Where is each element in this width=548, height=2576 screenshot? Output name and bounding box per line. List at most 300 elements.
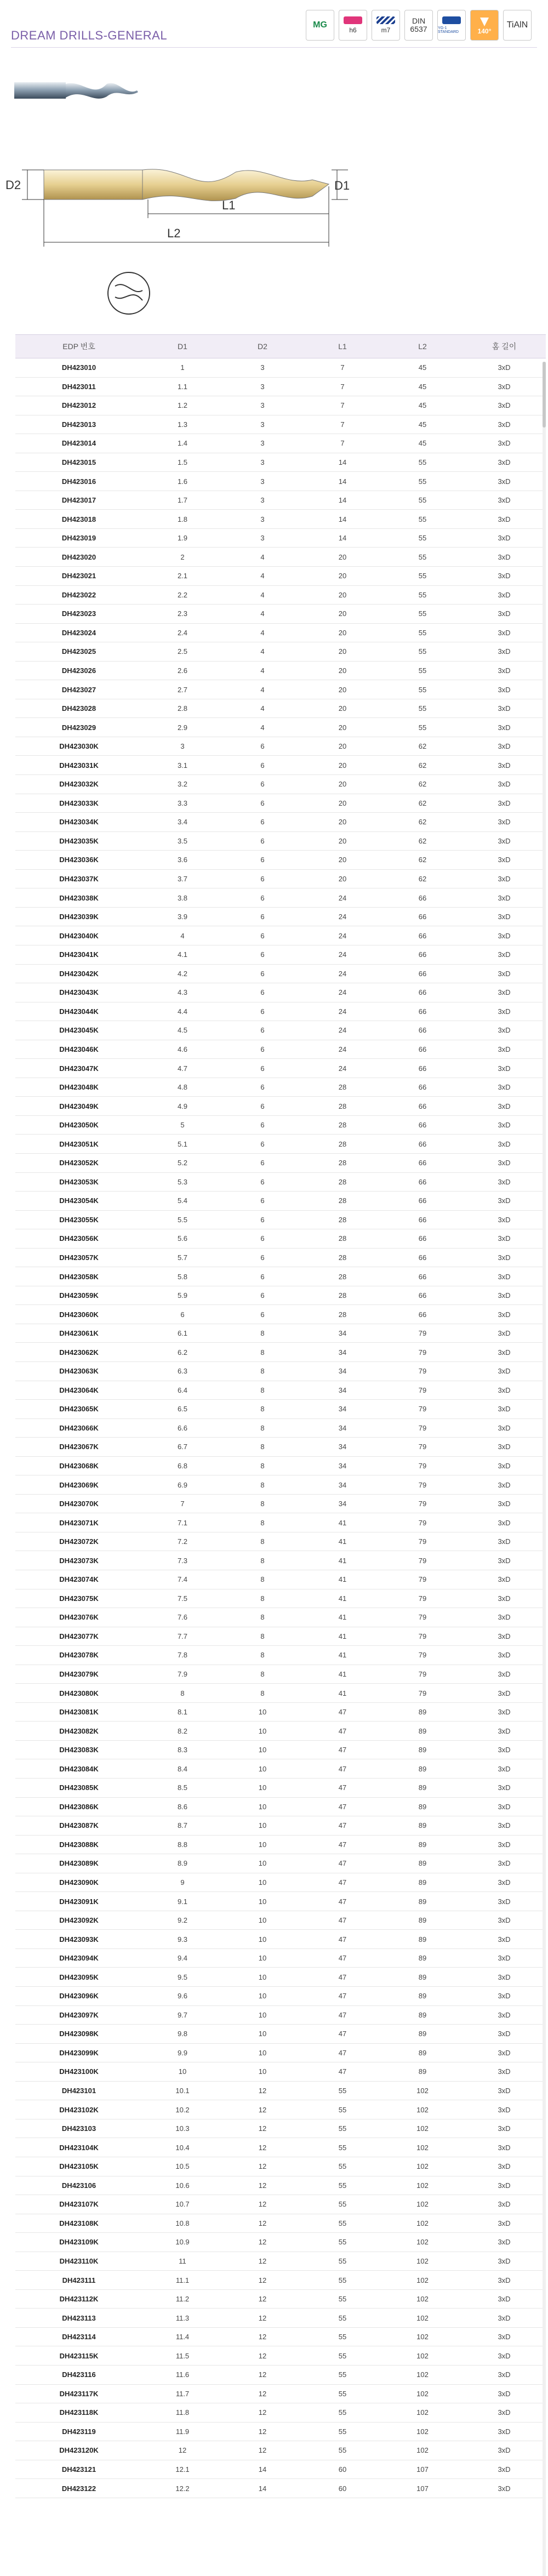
scrollbar-track[interactable] [543,362,546,2576]
cell-l2: 79 [383,1513,463,1532]
cell-edp: DH423085K [15,1779,142,1798]
cell-flute-length: 3xD [463,2252,546,2271]
cell-d2: 4 [222,642,302,662]
cell-l1: 20 [302,794,383,813]
cell-edp: DH423079K [15,1665,142,1684]
cell-l2: 62 [383,831,463,851]
cell-edp: DH423014 [15,434,142,453]
cell-d2: 12 [222,2441,302,2460]
cell-d1: 7.6 [142,1608,222,1627]
cell-flute-length: 3xD [463,1551,546,1570]
cell-l1: 28 [302,1135,383,1154]
cell-l2: 79 [383,1456,463,1475]
cell-l1: 14 [302,528,383,548]
cell-flute-length: 3xD [463,1627,546,1646]
cell-d2: 10 [222,1930,302,1949]
cell-l1: 20 [302,699,383,718]
table-row [15,756,546,775]
cell-d1: 5.6 [142,1229,222,1249]
m7-badge-icon [372,10,400,41]
cell-l1: 20 [302,831,383,851]
cell-l2: 55 [383,491,463,510]
cell-edp: DH423067K [15,1438,142,1457]
cell-d2: 3 [222,415,302,434]
cell-l1: 28 [302,1078,383,1097]
cell-d2: 3 [222,377,302,396]
cell-flute-length: 3xD [463,1513,546,1532]
cell-l2: 102 [383,2403,463,2423]
cell-d2: 6 [222,945,302,964]
cell-l2: 89 [383,1835,463,1854]
table-row [15,2157,546,2176]
cell-d2: 12 [222,2081,302,2100]
cell-d2: 8 [222,1381,302,1400]
cell-l2: 89 [383,1702,463,1722]
cell-l1: 24 [302,888,383,908]
cell-l1: 41 [302,1570,383,1589]
table-row [15,1418,546,1438]
table-row [15,1854,546,1873]
cell-l1: 55 [302,2252,383,2271]
d2-label: D2 [5,178,21,192]
cell-flute-length: 3xD [463,1078,546,1097]
cell-d1: 4.3 [142,983,222,1002]
cell-d1: 8.8 [142,1835,222,1854]
cell-l1: 34 [302,1361,383,1381]
cell-flute-length: 3xD [463,964,546,983]
cell-flute-length: 3xD [463,2005,546,2025]
cell-l2: 102 [383,2100,463,2119]
table-row [15,642,546,662]
cell-flute-length: 3xD [463,851,546,870]
cell-l2: 102 [383,2271,463,2290]
cell-l2: 45 [383,415,463,434]
table-row [15,434,546,453]
cell-flute-length: 3xD [463,907,546,926]
table-row [15,2252,546,2271]
cell-d1: 8.7 [142,1816,222,1836]
cell-l2: 107 [383,2460,463,2479]
table-row [15,2062,546,2082]
cell-d1: 9.8 [142,2025,222,2044]
cell-d2: 6 [222,794,302,813]
cell-l2: 89 [383,1759,463,1779]
cell-l2: 79 [383,1570,463,1589]
table-row [15,2100,546,2119]
cell-l1: 14 [302,453,383,472]
cell-l1: 20 [302,775,383,794]
cell-d1: 2.8 [142,699,222,718]
table-row [15,831,546,851]
cell-flute-length: 3xD [463,2195,546,2214]
cell-l1: 55 [302,2233,383,2252]
cell-d1: 3.9 [142,907,222,926]
cell-l1: 55 [302,2176,383,2195]
cell-l2: 62 [383,869,463,888]
cell-edp: DH423120K [15,2441,142,2460]
cell-d2: 6 [222,1172,302,1192]
cell-l1: 34 [302,1324,383,1343]
cell-l2: 89 [383,1779,463,1798]
cell-flute-length: 3xD [463,510,546,529]
cell-flute-length: 3xD [463,1835,546,1854]
cell-l1: 41 [302,1646,383,1665]
cell-l1: 47 [302,1797,383,1816]
cell-flute-length: 3xD [463,1192,546,1211]
cell-d1: 3.7 [142,869,222,888]
table-row [15,415,546,434]
cell-l2: 102 [383,2252,463,2271]
cell-l2: 66 [383,907,463,926]
cell-d1: 1.7 [142,491,222,510]
cell-flute-length: 3xD [463,472,546,491]
table-row [15,1381,546,1400]
cell-l1: 55 [302,2289,383,2309]
cell-flute-length: 3xD [463,491,546,510]
cell-l2: 55 [383,623,463,642]
cell-l2: 79 [383,1646,463,1665]
cell-edp: DH423099K [15,2043,142,2062]
cell-flute-length: 3xD [463,585,546,605]
cell-l2: 66 [383,1192,463,1211]
table-row [15,1627,546,1646]
table-row [15,2119,546,2138]
cell-d1: 1.6 [142,472,222,491]
cell-edp: DH423100K [15,2062,142,2082]
yg-standard-badge-icon [437,10,466,41]
table-row [15,491,546,510]
cell-d1: 7.8 [142,1646,222,1665]
cell-edp: DH423105K [15,2157,142,2176]
table-row [15,1210,546,1229]
table-row [15,869,546,888]
cell-l2: 89 [383,1911,463,1930]
table-row [15,1968,546,1987]
cell-flute-length: 3xD [463,1722,546,1741]
cell-edp: DH423094K [15,1948,142,1968]
cell-edp: DH423072K [15,1532,142,1551]
cell-d1: 8.6 [142,1797,222,1816]
cell-d1: 6.1 [142,1324,222,1343]
cell-l1: 47 [302,1835,383,1854]
cell-d2: 6 [222,1078,302,1097]
cell-d1: 2.2 [142,585,222,605]
cell-l2: 79 [383,1494,463,1513]
cell-edp: DH423098K [15,2025,142,2044]
table-row [15,2289,546,2309]
cell-edp: DH423027 [15,680,142,699]
cell-flute-length: 3xD [463,1172,546,1192]
cell-flute-length: 3xD [463,2346,546,2366]
cell-l2: 102 [383,2309,463,2328]
cell-d2: 12 [222,2195,302,2214]
cell-l1: 20 [302,756,383,775]
table-row [15,1248,546,1267]
cell-flute-length: 3xD [463,1892,546,1911]
cell-d1: 11.5 [142,2346,222,2366]
cell-flute-length: 3xD [463,775,546,794]
table-row [15,2214,546,2233]
cell-l2: 55 [383,605,463,624]
cell-d1: 5.9 [142,1286,222,1305]
cell-edp: DH423051K [15,1135,142,1154]
cell-l1: 41 [302,1532,383,1551]
cell-l1: 41 [302,1551,383,1570]
cell-edp: DH423095K [15,1968,142,1987]
cell-l1: 55 [302,2403,383,2423]
cell-flute-length: 3xD [463,1930,546,1949]
cell-d1: 2.5 [142,642,222,662]
cell-edp: DH423033K [15,794,142,813]
table-row [15,2025,546,2044]
cell-flute-length: 3xD [463,1987,546,2006]
table-row [15,907,546,926]
cell-flute-length: 3xD [463,358,546,378]
cell-flute-length: 3xD [463,434,546,453]
cell-l1: 55 [302,2271,383,2290]
yg-label: YG-1 STANDARD [438,26,459,34]
cell-edp: DH423025 [15,642,142,662]
cell-d2: 14 [222,2479,302,2498]
cell-l1: 7 [302,396,383,415]
cell-flute-length: 3xD [463,1873,546,1892]
cell-d1: 6.9 [142,1475,222,1495]
cell-l1: 7 [302,377,383,396]
cell-d1: 2.7 [142,680,222,699]
table-row [15,983,546,1002]
cell-edp: DH423097K [15,2005,142,2025]
cell-l1: 28 [302,1286,383,1305]
table-row [15,1911,546,1930]
table-header-row [15,335,546,358]
cell-l2: 89 [383,1816,463,1836]
cell-flute-length: 3xD [463,1494,546,1513]
cell-edp: DH423060K [15,1305,142,1324]
cell-l1: 14 [302,491,383,510]
cell-l2: 55 [383,661,463,680]
table-row [15,1532,546,1551]
cell-edp: DH423021 [15,567,142,586]
table-row [15,1684,546,1703]
cell-edp: DH423102K [15,2100,142,2119]
cell-edp: DH423049K [15,1097,142,1116]
cell-d1: 8.4 [142,1759,222,1779]
cell-edp: DH423084K [15,1759,142,1779]
table-row [15,1570,546,1589]
table-row [15,1930,546,1949]
cell-l1: 28 [302,1229,383,1249]
cell-edp: DH423046K [15,1040,142,1059]
cell-d1: 5.7 [142,1248,222,1267]
cell-edp: DH423044K [15,1002,142,1021]
cell-d1: 1.5 [142,453,222,472]
cell-l1: 24 [302,1059,383,1078]
cell-d1: 5.1 [142,1135,222,1154]
cell-edp: DH423045K [15,1021,142,1040]
table-row [15,1192,546,1211]
cell-flute-length: 3xD [463,869,546,888]
cell-d2: 6 [222,1097,302,1116]
cell-d1: 1.4 [142,434,222,453]
cell-l1: 34 [302,1400,383,1419]
cell-flute-length: 3xD [463,1002,546,1021]
h6-label: h6 [349,26,357,34]
cell-d1: 8 [142,1684,222,1703]
cell-d1: 4.5 [142,1021,222,1040]
cell-d1: 3.1 [142,756,222,775]
cell-l2: 66 [383,983,463,1002]
cell-d1: 1.2 [142,396,222,415]
cell-l1: 55 [302,2346,383,2366]
cell-edp: DH423083K [15,1740,142,1759]
cell-l1: 20 [302,567,383,586]
cell-d2: 10 [222,1740,302,1759]
cell-l1: 20 [302,680,383,699]
cell-l1: 24 [302,983,383,1002]
cell-l2: 102 [383,2157,463,2176]
cell-d1: 6.3 [142,1361,222,1381]
cell-l2: 79 [383,1608,463,1627]
cell-l1: 47 [302,1968,383,1987]
cell-l1: 34 [302,1418,383,1438]
cell-d2: 6 [222,1115,302,1135]
cell-l1: 34 [302,1494,383,1513]
cell-d2: 10 [222,1722,302,1741]
cell-edp: DH423037K [15,869,142,888]
cell-edp: DH423109K [15,2233,142,2252]
table-row [15,2138,546,2157]
cell-l2: 102 [383,2422,463,2441]
cell-l1: 55 [302,2365,383,2384]
cell-edp: DH423104K [15,2138,142,2157]
col-header-edp: EDP 번호 [15,335,142,358]
cell-d1: 9.4 [142,1948,222,1968]
cell-flute-length: 3xD [463,1361,546,1381]
cell-l2: 79 [383,1343,463,1362]
cell-d1: 3.4 [142,813,222,832]
cell-l2: 55 [383,567,463,586]
cell-edp: DH423073K [15,1551,142,1570]
cell-l1: 28 [302,1305,383,1324]
cell-d1: 2.6 [142,661,222,680]
cell-d2: 14 [222,2460,302,2479]
drill-tip-icon [478,15,490,27]
cell-flute-length: 3xD [463,377,546,396]
cell-flute-length: 3xD [463,1438,546,1457]
cell-d1: 11.9 [142,2422,222,2441]
cell-l1: 28 [302,1210,383,1229]
mg-label: MG [313,20,327,30]
cell-l2: 66 [383,964,463,983]
scrollbar-thumb[interactable] [543,362,546,428]
cell-flute-length: 3xD [463,2460,546,2479]
cell-d2: 10 [222,2062,302,2082]
cell-d2: 6 [222,1002,302,1021]
cell-l2: 66 [383,1153,463,1172]
table-row [15,1608,546,1627]
cell-edp: DH423057K [15,1248,142,1267]
cell-d2: 4 [222,718,302,737]
cell-edp: DH423074K [15,1570,142,1589]
cell-flute-length: 3xD [463,1418,546,1438]
cell-flute-length: 3xD [463,945,546,964]
cell-l2: 102 [383,2138,463,2157]
cell-l1: 24 [302,945,383,964]
cell-d1: 7.4 [142,1570,222,1589]
cell-edp: DH423056K [15,1229,142,1249]
cell-l2: 45 [383,434,463,453]
table-row [15,2176,546,2195]
cell-l2: 89 [383,1873,463,1892]
cell-edp: DH423096K [15,1987,142,2006]
cell-d1: 6.6 [142,1418,222,1438]
cell-d1: 6 [142,1305,222,1324]
cell-l2: 66 [383,926,463,945]
cell-edp: DH423055K [15,1210,142,1229]
cell-flute-length: 3xD [463,831,546,851]
cell-flute-length: 3xD [463,2062,546,2082]
cell-l1: 47 [302,1987,383,2006]
cell-l1: 20 [302,851,383,870]
cell-d2: 6 [222,1305,302,1324]
cell-d2: 3 [222,472,302,491]
cell-edp: DH423059K [15,1286,142,1305]
cell-l2: 55 [383,510,463,529]
d1-label: D1 [334,179,350,192]
cell-flute-length: 3xD [463,1911,546,1930]
cell-d1: 5 [142,1115,222,1135]
cell-l1: 55 [302,2138,383,2157]
cell-l2: 66 [383,1078,463,1097]
table-row [15,1722,546,1741]
cell-l2: 66 [383,1305,463,1324]
cell-d1: 2.1 [142,567,222,586]
cell-l2: 89 [383,1740,463,1759]
cell-d1: 1 [142,358,222,378]
cell-d1: 9 [142,1873,222,1892]
cell-d1: 9.2 [142,1911,222,1930]
cell-l2: 55 [383,472,463,491]
cell-d1: 3.6 [142,851,222,870]
cell-d2: 12 [222,2309,302,2328]
cell-l1: 28 [302,1115,383,1135]
table-row [15,2365,546,2384]
cell-l1: 47 [302,2062,383,2082]
cell-edp: DH423078K [15,1646,142,1665]
table-row [15,2346,546,2366]
cell-d2: 12 [222,2422,302,2441]
cell-flute-length: 3xD [463,1475,546,1495]
cell-edp: DH423112K [15,2289,142,2309]
table-row [15,1115,546,1135]
cell-l2: 102 [383,2384,463,2403]
cell-edp: DH423041K [15,945,142,964]
table-row [15,1456,546,1475]
cell-l1: 20 [302,623,383,642]
cell-flute-length: 3xD [463,2233,546,2252]
cell-d2: 12 [222,2289,302,2309]
cell-l2: 55 [383,642,463,662]
l1-label: L1 [222,198,236,212]
cell-l2: 45 [383,358,463,378]
cell-d2: 10 [222,1948,302,1968]
cell-edp: DH423050K [15,1115,142,1135]
cell-d2: 4 [222,680,302,699]
cell-l2: 89 [383,1930,463,1949]
cell-d1: 10.9 [142,2233,222,2252]
cell-d2: 6 [222,888,302,908]
cell-l2: 79 [383,1475,463,1495]
